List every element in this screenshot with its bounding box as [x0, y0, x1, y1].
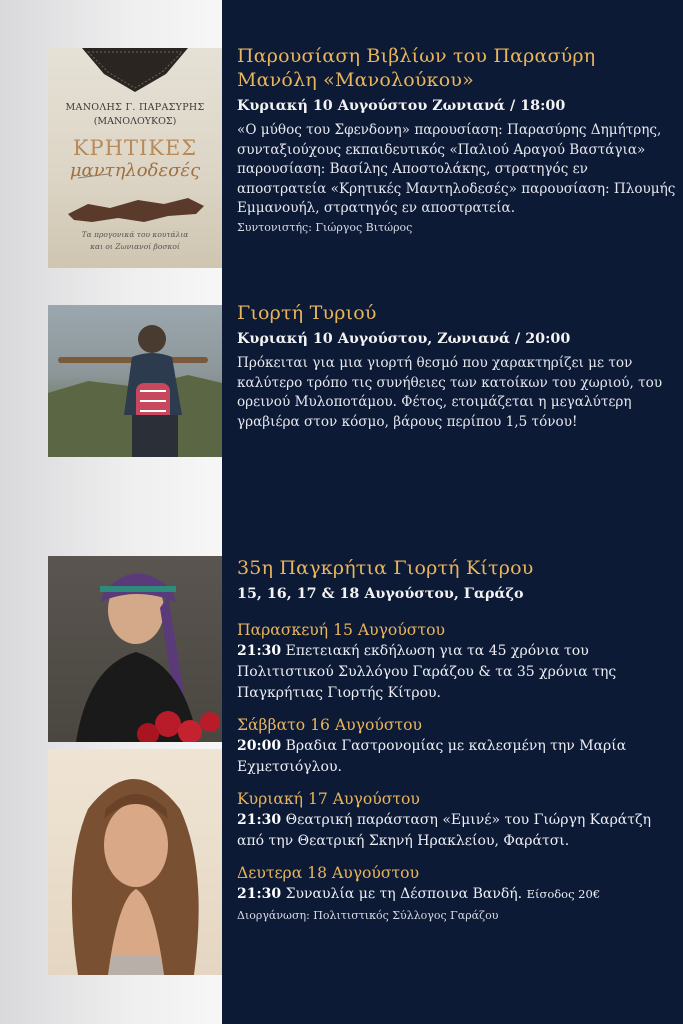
book-title: ΚΡΗΤΙΚΕΣ	[72, 136, 198, 160]
event1-description: «Ο μύθος του Σφενδονη» παρουσίαση: Παρασύρης Δημήτρης, συνταξιούχους εκπαιδευτικός «Παλιού Αραγού Βαστάγια» παρουσίαση: Βασίλης Αποστολάκης, στρατηγός εν αποστρατεία «Κρητικές Μαντηλοδεσές» παρουσίαση: Πλουμής Εμμανουήλ, στρατηγός εν αποστρατεία.	[237, 122, 676, 216]
day-entry	[237, 736, 677, 778]
chef-photo	[48, 556, 222, 742]
day-entry	[237, 884, 677, 905]
event-cheese-festival	[237, 301, 677, 432]
event-citron-festival	[237, 556, 677, 925]
event2-description: Πρόκειται για μια γιορτή θεσμό που χαρακτηρίζει με τον καλύτερο τρόπο τις συνήθειες των κατοίκων του χωριού, του ορεινού Μυλοποτάμου. Φέτος, ετοιμάζεται η μεγαλύτερη γραβιέρα στον κόσμο, βάρους περίπου 1,5 τόνου!	[237, 355, 663, 430]
day-heading: Δευτερα 18 Αυγούστου	[237, 864, 420, 882]
day-entry	[237, 810, 677, 852]
book-caption-2: και οι Ζωνιανοί βοσκοί	[90, 242, 180, 251]
book-cover-image	[48, 48, 222, 268]
day-entry	[237, 641, 677, 704]
entry-text: Θεατρική παράσταση «Εμινέ» του Γιώργη Καράτζη από την Θεατρική Σκηνή Ηρακλείου, Φαράτσι.	[237, 812, 651, 849]
book-nickname: (ΜΑΝΟΛΟΥΚΟΣ)	[93, 116, 177, 127]
entry-text: Συναυλία με τη Δέσποινα Βανδή.	[285, 886, 523, 902]
singer-photo	[48, 749, 222, 975]
entry-text: Βραδια Γαστρονομίας με καλεσμένη την Μαρία Εχμετσιόγλου.	[237, 738, 627, 775]
event1-title: Παρουσίαση Βιβλίων του Παρασύρη Μανόλη «Μανολούκου»	[237, 45, 596, 91]
day-heading: Κυριακή 17 Αυγούστου	[237, 790, 420, 808]
day-heading: Σάββατο 16 Αυγούστου	[237, 716, 422, 734]
entry-time: 20:00	[237, 738, 282, 754]
book-title-script: μαντηλοδεσές	[69, 160, 201, 181]
event1-datetime: Κυριακή 10 Αυγούστου Ζωνιανά / 18:00	[237, 98, 566, 114]
entry-time: 21:30	[237, 886, 282, 902]
event1-coordinator: Συντονιστής: Γιώργος Βιτώρος	[237, 220, 413, 234]
entry-price: Είσοδος 20€	[526, 887, 601, 901]
entry-time: 21:30	[237, 643, 282, 659]
shepherd-photo	[48, 305, 222, 457]
book-caption: Τα προγονικά του κουτάλια	[81, 230, 189, 239]
event3-title: 35η Παγκρήτια Γιορτή Κίτρου	[237, 557, 534, 579]
event3-dates: 15, 16, 17 & 18 Αυγούστου, Γαράζο	[237, 586, 524, 602]
entry-time: 21:30	[237, 812, 282, 828]
event2-datetime: Κυριακή 10 Αυγούστου, Ζωνιανά / 20:00	[237, 331, 571, 347]
day-heading: Παρασκευή 15 Αυγούστου	[237, 621, 445, 639]
event2-title: Γιορτή Τυριού	[237, 302, 377, 324]
entry-text: Επετειακή εκδήλωση για τα 45 χρόνια του Πολιτιστικού Συλλόγου Γαράζου & τα 35 χρόνια της Παγκρήτιας Γιορτής Κίτρου.	[237, 643, 617, 701]
book-author: ΜΑΝΟΛΗΣ Γ. ΠΑΡΑΣΥΡΗΣ	[65, 102, 205, 113]
event-book-presentation	[237, 44, 677, 237]
event3-organizer: Διοργάνωση: Πολιτιστικός Σύλλογος Γαράζου	[237, 909, 499, 922]
